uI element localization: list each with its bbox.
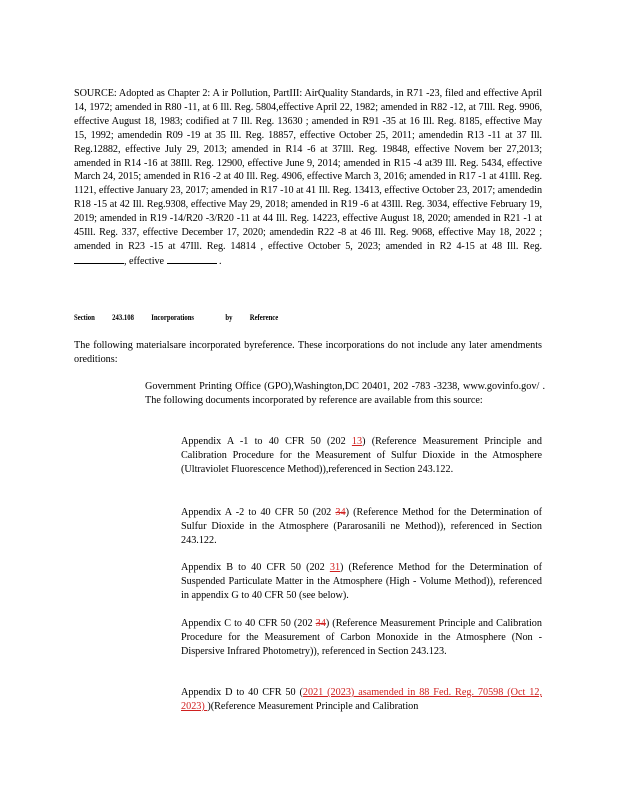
section-heading bbox=[74, 312, 441, 322]
source-blank-1 bbox=[74, 254, 124, 264]
appendix-a2-revision: 34 bbox=[335, 507, 346, 518]
section-title: Incorporations bbox=[151, 312, 195, 322]
source-effective: , effective bbox=[124, 255, 164, 267]
source-blank-2 bbox=[167, 254, 217, 264]
appendix-b-revision: 31 bbox=[329, 562, 341, 573]
appendix-c-entry bbox=[181, 617, 542, 659]
source-text: SOURCE: Adopted as Chapter 2: A ir Pollution, PartIII: AirQuality Standards, in R71 -23, filed and effective April 14, 1972; amended in R80 -11, at 6 Ill. Reg. 5804,effective April 22, 1982; amended in R82 -12, at 7Ill. Reg. 9906, effective August 18, 1983; codified at 7 Ill. Reg. 13630 ; amended in R91 -35 at 16 Ill. Reg. 8185, effective May 15, 1992; amendedin R09 -19 at 35 Ill. Reg. 18857, effective October 25, 2011; amendedin R13 -11 at 37 Ill. Reg.12882, effective July 29, 2013; amended in R14 -6 at 37Ill. Reg. 19848, effective Novem ber 27,2013; amended in R14 -16 at 38Ill. Reg. 12900, effective June 9, 2014; amended in R15 -4 at39 Ill. Reg. 5434, effective March 24, 2015; amended in R16 -2 at 40 Ill. Reg. 4906, effective March 3, 2016; amended in R17 -1 at 41Ill. Reg. 1121, effective January 23, 2017; amended in R17 -10 at 41 Ill. Reg. 13413, effective October 23, 2017; amendedin R18 -15 at 42 Ill. Reg.9308, effective May 29, 2018; amended in R19 -6 at 43Ill. Reg. 3034, effective February 19, 2019; amended in R19 -14/R20 -3/R20 -11 at 44 Ill. Reg. 14223, effective August 18, 2020; amended in R21 -1 at 45Ill. Reg. 337, effective December 17, 2020; amendedin R22 -8 at 46 Ill. Reg. 9068, effective May 18, 2022 ; amended in R23 -15 at 47Ill. Reg. 14814 , effective October 5, 2023; amended in R2 4-15 at 48 Ill. Reg. bbox=[74, 88, 542, 252]
appendix-c-description: ) (Reference Measurement Principle and Calibration Procedure for the Measurement of Carbon Monoxide in the Atmosphere (Non -Dispersive Infrared Photometry)), referenced in Section 243.123. bbox=[181, 618, 542, 657]
appendix-c-revision: 34 bbox=[315, 618, 326, 629]
appendix-b-entry bbox=[181, 561, 542, 603]
intro-paragraph: The following materialsare incorporated byreference. These incorporations do not include any later amendments oreditions: bbox=[74, 340, 542, 365]
appendix-d-description: )(Reference Measurement Principle and Calibration bbox=[207, 700, 419, 712]
gpo-source-paragraph: Government Printing Office (GPO),Washington,DC 20401, 202 -783 -3238, www.govinfo.gov/ . The following documents incorporated by reference are available from this source: bbox=[145, 381, 545, 406]
appendix-b-text: Appendix B to 40 CFR 50 (202 bbox=[181, 562, 330, 573]
appendix-a1-text: Appendix A -1 to 40 CFR 50 (202 bbox=[181, 436, 352, 447]
section-title-by: by bbox=[225, 312, 233, 322]
section-label: Section bbox=[74, 312, 95, 322]
appendix-d-text: Appendix D to 40 CFR 50 ( bbox=[181, 687, 303, 698]
appendix-a2-entry bbox=[181, 506, 542, 548]
appendix-a1-description: ) (Reference Measurement Principle and Calibration Procedure for the Measurement of Sulfur Dioxide in the Atmosphere (Ultraviolet Fluorescence Method)),referenced in Section 243.122. bbox=[181, 436, 542, 475]
appendix-d-revision: 2021 (2023) asamended in 88 Fed. Reg. 70598 (Oct 12, 2023) bbox=[181, 687, 542, 712]
appendix-a2-description: ) (Reference Method for the Determination of Sulfur Dioxide in the Atmosphere (Pararosanili ne Method)), referenced in Section 243.122. bbox=[181, 507, 542, 546]
section-number: 243.108 bbox=[112, 312, 134, 322]
appendix-b-description: ) (Reference Method for the Determination of Suspended Particulate Matter in the Atmosphere (High - Volume Method)), referenced in appendix G to 40 CFR 50 (see below). bbox=[181, 562, 542, 601]
appendix-a2-text: Appendix A -2 to 40 CFR 50 (202 bbox=[181, 507, 336, 518]
appendix-a1-entry bbox=[181, 435, 542, 477]
source-note bbox=[74, 87, 542, 269]
source-end: . bbox=[219, 255, 222, 267]
appendix-d-entry bbox=[181, 686, 542, 714]
section-title-reference: Reference bbox=[249, 312, 279, 322]
appendix-a1-revision: 13 bbox=[351, 436, 363, 447]
appendix-c-text: Appendix C to 40 CFR 50 (202 bbox=[181, 618, 316, 629]
